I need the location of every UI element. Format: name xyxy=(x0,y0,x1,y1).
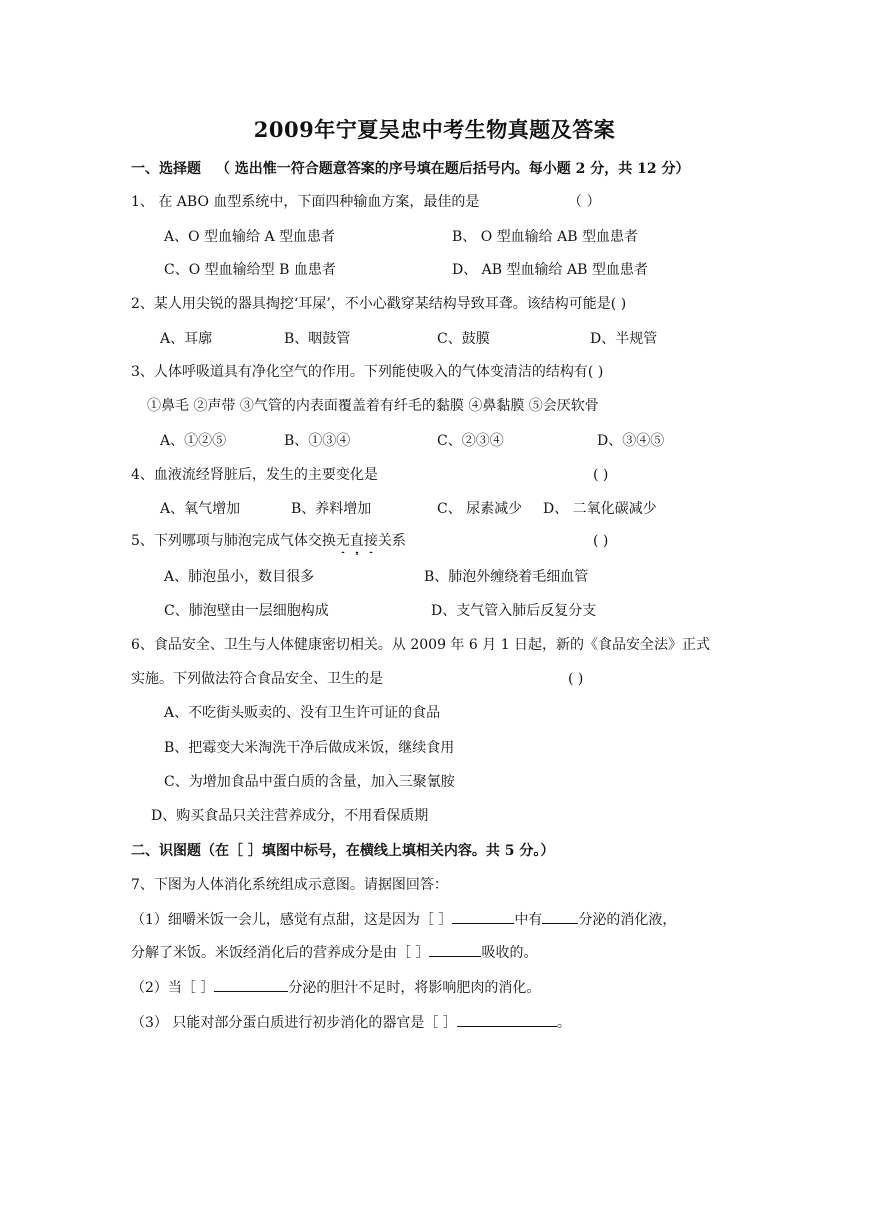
q5-option-d: D、支气管入肺后反复分支 xyxy=(431,603,597,619)
page-title: 2009年宁夏吴忠中考生物真题及答案 xyxy=(253,117,616,142)
q5-stem-pre: 5、下列哪项与肺泡完成气体交换 xyxy=(131,533,336,549)
q5-stem xyxy=(131,531,406,551)
q7-part1-line1 xyxy=(131,909,676,930)
q5-option-b: B、肺泡外缠绕着毛细血管 xyxy=(424,569,589,585)
q7-part1-text-a: （1）细嚼米饭一会儿，感觉有点甜，这是因为［ ］ xyxy=(131,912,453,928)
q3-option-c: C、②③④ xyxy=(437,433,504,449)
q6-option-c: C、为增加食品中蛋白质的含量，加入三聚氰胺 xyxy=(164,774,455,790)
q1-option-c: C、O 型血输给型 B 血患者 xyxy=(164,262,336,278)
q2-option-a: A、耳廓 xyxy=(160,331,213,347)
q7-part3 xyxy=(131,1012,571,1033)
q7-part2-text-b: 分泌的胆汁不足时，将影响肥肉的消化。 xyxy=(288,980,541,996)
q1-option-d: D、 AB 型血输给 AB 型血患者 xyxy=(452,262,648,278)
q7-part3-text-b: 。 xyxy=(556,1015,571,1031)
q1-answer-paren: （ ） xyxy=(568,194,601,210)
q4-option-b: B、养料增加 xyxy=(291,501,372,517)
q4-stem: 4、血液流经肾脏后，发生的主要变化是 xyxy=(131,467,378,483)
q6-stem-line2: 实施。下列做法符合食品安全、卫生的是 xyxy=(131,671,383,687)
q4-answer-paren: ( ) xyxy=(593,467,609,483)
q7-part1-text-b: 中有 xyxy=(514,912,543,928)
section1-title: 一、选择题 xyxy=(131,161,201,177)
q6-option-b: B、把霉变大米淘洗干净后做成米饭，继续食用 xyxy=(164,740,455,756)
q3-stem: 3、人体呼吸道具有净化空气的作用。下列能使吸入的气体变清洁的结构有( ) xyxy=(131,364,604,380)
q3-option-d: D、③④⑤ xyxy=(597,433,665,449)
q7-part1-text-c: 分泌的消化液， xyxy=(578,912,677,928)
section1-heading xyxy=(131,159,689,179)
q5-option-a: A、肺泡虽小，数目很多 xyxy=(164,569,315,585)
q1-option-a: A、O 型血输给 A 型血患者 xyxy=(164,229,336,245)
q2-stem: 2、某人用尖锐的器具掏挖‘耳屎’，不小心戳穿某结构导致耳聋。该结构可能是( ) xyxy=(131,296,627,312)
q3-option-a: A、①②⑤ xyxy=(160,433,227,449)
q2-option-c: C、鼓膜 xyxy=(437,331,490,347)
q5-answer-paren: ( ) xyxy=(593,533,609,549)
q5-option-c: C、肺泡壁由一层细胞构成 xyxy=(164,603,329,619)
q6-stem-line1: 6、食品安全、卫生与人体健康密切相关。从 2009 年 6 月 1 日起，新的《食品安全法》正式 xyxy=(131,637,711,653)
q7-part2 xyxy=(131,977,540,998)
section2-heading: 二、识图题（在［ ］填图中标号，在横线上填相关内容。共 5 分。） xyxy=(131,843,555,859)
q7-stem: 7、下图为人体消化系统组成示意图。请据图回答： xyxy=(131,877,448,893)
q7-part1-line2 xyxy=(131,942,537,963)
q5-stem-emphasis: 无直接 xyxy=(336,533,378,553)
q7-part1-text-d: 分解了米饭。米饭经消化后的营养成分是由［ ］ xyxy=(131,945,430,961)
section1-note: （ 选出惟一符合题意答案的序号填在题后括号内。每小题 2 分，共 12 分） xyxy=(215,161,690,177)
q6-answer-paren: ( ) xyxy=(568,671,584,687)
q2-option-b: B、咽鼓管 xyxy=(284,331,351,347)
q6-option-a: A、不吃街头贩卖的、没有卫生许可证的食品 xyxy=(164,705,441,721)
q3-items: ①鼻毛 ②声带 ③气管的内表面覆盖着有纤毛的黏膜 ④鼻黏膜 ⑤会厌软骨 xyxy=(147,398,599,414)
q7-part1-blank-1[interactable] xyxy=(452,909,514,924)
q7-part1-blank-3[interactable] xyxy=(429,942,481,957)
q7-part1-blank-2[interactable] xyxy=(542,909,578,924)
q6-option-d: D、购买食品只关注营养成分，不用看保质期 xyxy=(151,808,429,824)
q5-stem-post: 关系 xyxy=(377,533,406,549)
q7-part3-blank[interactable] xyxy=(457,1012,557,1027)
q7-part1-text-e: 吸收的。 xyxy=(481,945,538,961)
q1-stem: 1、 在 ABO 血型系统中，下面四种输血方案，最佳的是 xyxy=(131,194,480,210)
q2-option-d: D、半规管 xyxy=(590,331,658,347)
q4-option-a: A、氧气增加 xyxy=(160,501,241,517)
q7-part2-blank[interactable] xyxy=(214,977,288,992)
q7-part2-text-a: （2）当［ ］ xyxy=(131,980,215,996)
q7-part3-text-a: （3） 只能对部分蛋白质进行初步消化的器官是［ ］ xyxy=(131,1015,457,1031)
q1-option-b: B、 O 型血输给 AB 型血患者 xyxy=(452,229,638,245)
q4-option-c: C、 尿素减少 xyxy=(437,501,523,517)
q3-option-b: B、①③④ xyxy=(284,433,351,449)
q4-option-d: D、 二氧化碳减少 xyxy=(543,501,657,517)
